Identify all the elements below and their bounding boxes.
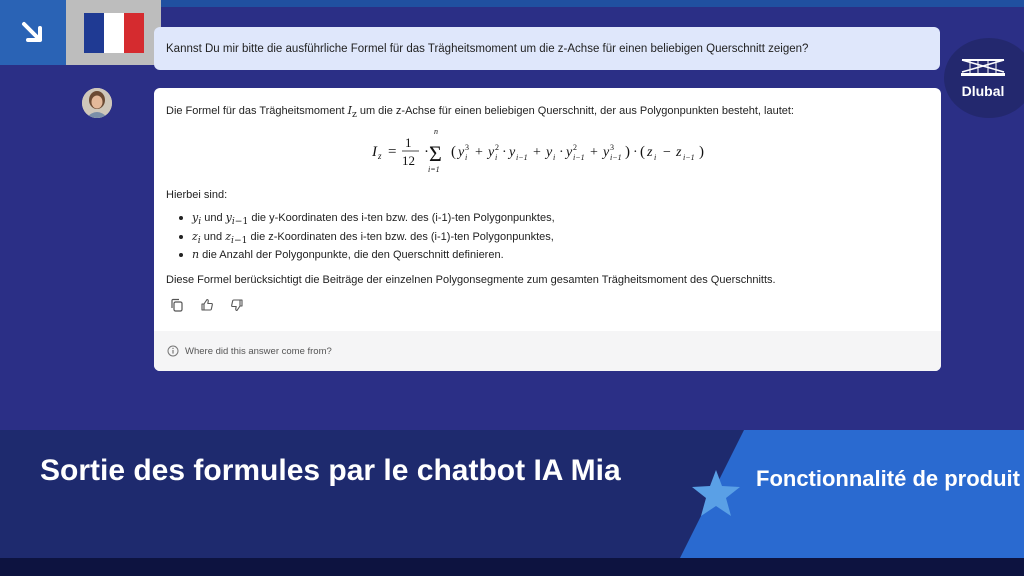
- flag-france-icon: [84, 13, 144, 53]
- corner-arrow-box: [0, 0, 66, 65]
- svg-text:i=1: i=1: [428, 165, 440, 174]
- corner-flag-box: [66, 0, 161, 65]
- copy-icon[interactable]: [168, 296, 186, 314]
- user-question-text: Kannst Du mir bitte die ausführliche Formel für das Trägheitsmoment um die z-Achse für einen beliebigen Querschnitt zeigen?: [166, 42, 809, 55]
- banner-background: [0, 430, 760, 558]
- svg-text:i: i: [465, 153, 468, 162]
- svg-text:+: +: [475, 145, 483, 160]
- svg-text:12: 12: [402, 153, 415, 168]
- svg-text:z: z: [647, 145, 653, 160]
- svg-text:+: +: [533, 145, 541, 160]
- answer-actions: [168, 296, 246, 314]
- svg-text:y: y: [603, 145, 610, 160]
- svg-text:y: y: [458, 145, 465, 160]
- svg-text:2: 2: [573, 143, 577, 152]
- svg-text:(: (: [640, 144, 645, 160]
- svg-text:·: ·: [502, 145, 507, 160]
- svg-text:n: n: [434, 127, 438, 136]
- svg-text:−: −: [663, 145, 671, 160]
- star-icon: [690, 468, 742, 518]
- assistant-avatar: [82, 88, 112, 118]
- svg-text:·: ·: [424, 144, 429, 160]
- formula-symbol-iz: $I_z$: [347, 104, 357, 121]
- svg-text:y: y: [546, 145, 553, 160]
- svg-text:i−1: i−1: [683, 153, 695, 162]
- svg-text:i: i: [553, 153, 556, 162]
- svg-text:Σ: Σ: [429, 141, 442, 166]
- list-item: $y_i$ und $y_{i-1}$ die y-Koordinaten des i-ten bzw. des (i-1)-ten Polygonpunktes,: [178, 211, 555, 230]
- variable-list: [178, 211, 555, 267]
- svg-text:·: ·: [633, 145, 638, 160]
- svg-text:y: y: [509, 145, 516, 160]
- source-prompt-text: Where did this answer come from?: [185, 345, 332, 357]
- bridge-icon: [960, 58, 1006, 80]
- svg-text:): ): [625, 144, 630, 160]
- moment-of-inertia-formula: [372, 126, 732, 176]
- dlubal-logo: [944, 38, 1024, 118]
- user-question-bubble: [154, 27, 940, 70]
- svg-text:i: i: [495, 153, 498, 162]
- svg-text:(: (: [451, 144, 456, 160]
- svg-text:): ): [699, 144, 704, 160]
- bottom-strip: [0, 558, 1024, 576]
- svg-text:1: 1: [405, 135, 412, 150]
- list-item: $z_i$ und $z_{i-1}$ die z-Koordinaten des i-ten bzw. des (i-1)-ten Polygonpunktes,: [178, 230, 555, 249]
- answer-source-link[interactable]: [154, 331, 941, 371]
- answer-hierbei: Hierbei sind:: [166, 189, 228, 201]
- svg-text:+: +: [590, 145, 598, 160]
- info-icon: [167, 345, 179, 357]
- logo-text: Dlubal: [961, 82, 1005, 99]
- svg-text:I: I: [372, 144, 377, 160]
- arrow-down-right-icon: [18, 18, 48, 48]
- svg-text:·: ·: [559, 145, 564, 160]
- banner-title: Sortie des formules par le chatbot IA Mia: [40, 454, 621, 487]
- svg-text:i: i: [654, 153, 657, 162]
- svg-text:z: z: [378, 151, 382, 161]
- list-item: n die Anzahl der Polygonpunkte, die den Querschnitt definieren.: [178, 248, 555, 267]
- svg-text:i−1: i−1: [573, 153, 585, 162]
- answer-closing: Diese Formel berücksichtigt die Beiträge der einzelnen Polygonsegmente zum gesamten Trägheitsmoment des Querschnitts.: [166, 274, 776, 286]
- banner-badge: Fonctionnalité de produit: [756, 466, 1020, 491]
- assistant-answer-card: [154, 88, 941, 371]
- svg-text:3: 3: [610, 143, 614, 152]
- svg-text:=: =: [388, 144, 397, 160]
- svg-text:i−1: i−1: [516, 153, 528, 162]
- svg-text:y: y: [566, 145, 573, 160]
- svg-text:i−1: i−1: [610, 153, 622, 162]
- svg-text:3: 3: [465, 143, 469, 152]
- thumbs-down-icon[interactable]: [228, 296, 246, 314]
- thumbs-up-icon[interactable]: [198, 296, 216, 314]
- svg-text:z: z: [676, 145, 682, 160]
- svg-text:y: y: [488, 145, 495, 160]
- svg-text:2: 2: [495, 143, 499, 152]
- answer-intro: Die Formel für das Trägheitsmoment $I_z$ um die z-Achse für einen beliebigen Querschnitt, der aus Polygonpunkten besteht, lautet:: [166, 104, 794, 121]
